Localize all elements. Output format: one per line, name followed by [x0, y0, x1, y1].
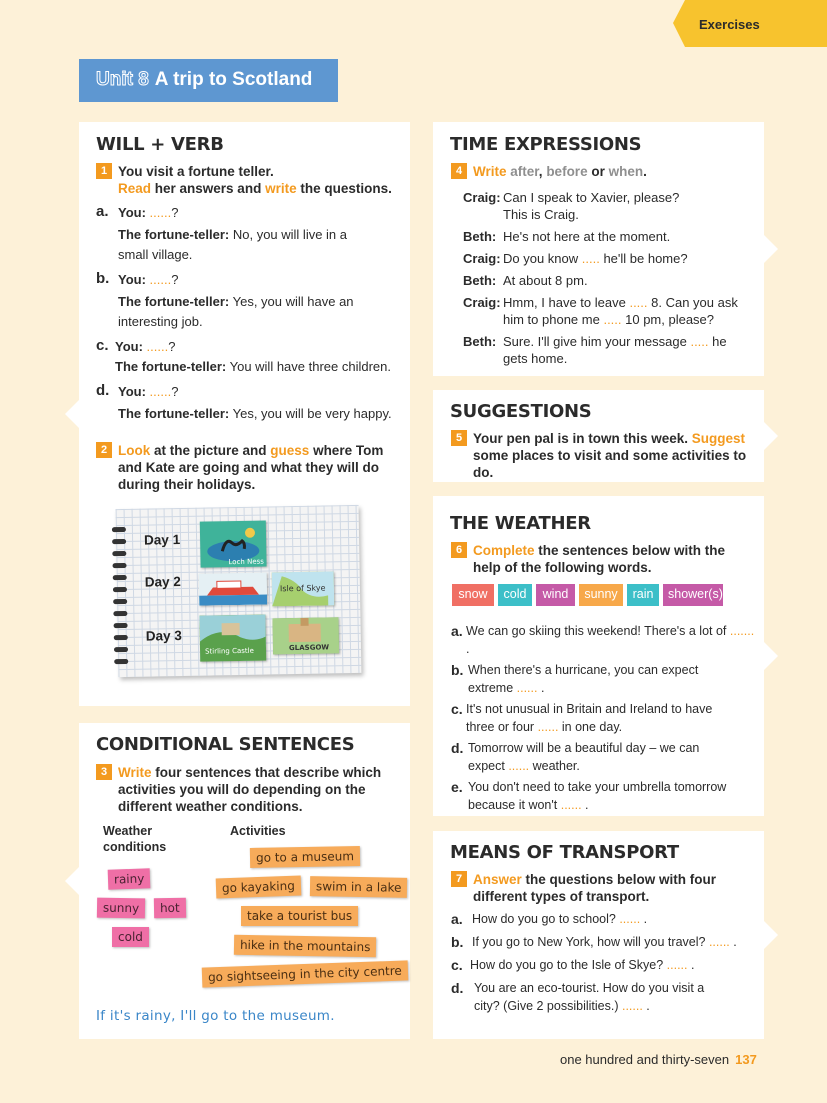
item-letter: a.	[96, 203, 109, 220]
instruction-line: some places to visit and some activities to do.	[473, 448, 747, 480]
item-letter: c.	[96, 337, 109, 354]
unit-title: A trip to Scotland	[154, 69, 313, 90]
speaker: Craig:	[463, 295, 501, 310]
instruction-text: Your pen pal is in town this week.	[473, 431, 692, 446]
stirling-castle-picture	[199, 615, 266, 662]
spiral-ring	[113, 587, 127, 592]
instruction-line	[118, 180, 408, 197]
fortune-teller-label: The fortune-teller:	[118, 227, 230, 242]
exercise-number: 3	[96, 764, 112, 780]
answer-blank: ......	[149, 272, 172, 287]
exercises-tab: Exercises	[685, 0, 827, 47]
instruction	[118, 163, 408, 197]
item-letter: a.	[451, 911, 463, 927]
answer-blank: ......	[508, 759, 530, 773]
day-label: Day 1	[143, 532, 181, 548]
item-letter: c.	[451, 701, 463, 717]
spiral-ring	[112, 539, 126, 544]
verb-read: Read	[118, 181, 152, 196]
item-text: three or four	[466, 720, 538, 734]
column-header-line: Weather	[103, 824, 153, 838]
answer-blank: ......	[619, 912, 641, 926]
activity-note: go to a museum	[250, 846, 360, 868]
answer-text: Yes, you will have an	[229, 294, 354, 309]
verb-write: write	[265, 181, 297, 196]
item-text: When there's a hurricane, you can expect	[468, 663, 699, 677]
section-title: TIME EXPRESSIONS	[450, 134, 642, 155]
day-label: Day 3	[145, 627, 182, 644]
answer-blank: .....	[581, 251, 600, 266]
answer-text: interesting job.	[118, 314, 203, 329]
item-text: in one day.	[558, 720, 623, 734]
verb-write: Write	[473, 164, 507, 179]
unit-number: Unit 8	[96, 69, 149, 90]
question-mark: ?	[171, 384, 179, 399]
speaker: Beth:	[463, 334, 497, 349]
activity-note: swim in a lake	[310, 876, 408, 898]
answer-blank: .....	[690, 334, 709, 349]
dialogue-text: 10 pm, please?	[621, 312, 715, 327]
word-snow: snow	[452, 584, 494, 606]
item-text: weather.	[529, 759, 580, 773]
word-sunny: sunny	[579, 584, 623, 606]
spiral-ring	[114, 623, 128, 628]
isle-of-skye-picture	[272, 571, 335, 606]
item-text: We can go skiing this weekend! There's a lot of	[466, 624, 730, 638]
spiral-ring	[113, 575, 127, 580]
glasgow-picture	[272, 617, 339, 654]
fortune-teller-label: The fortune-teller:	[118, 406, 230, 421]
picture-caption: GLASGOW	[288, 643, 330, 653]
answer-blank: .....	[603, 312, 622, 327]
dialogue-text: Do you know	[503, 251, 582, 266]
item-text: How do you go to the Isle of Skye?	[470, 958, 667, 972]
loch-ness-picture	[200, 521, 267, 568]
exercise-number: 6	[451, 542, 467, 558]
verb-look: Look	[118, 443, 151, 458]
ferry-icon	[199, 573, 268, 606]
item-letter: b.	[451, 934, 464, 950]
item-c	[115, 337, 405, 377]
transport-items	[451, 910, 761, 1015]
word-after: after	[506, 164, 539, 179]
weather-items	[451, 622, 761, 814]
instruction	[473, 430, 763, 481]
instruction-text: four sentences that describe which	[151, 765, 382, 780]
instruction-text: the questions.	[296, 181, 392, 196]
instruction-text: her answers and	[151, 181, 266, 196]
item-text: .	[729, 935, 737, 949]
item-letter: d.	[96, 382, 110, 399]
spiral-ring	[112, 551, 126, 556]
spiral-ring	[113, 611, 127, 616]
weather-column-header	[103, 823, 166, 855]
exercise-number: 4	[451, 163, 467, 179]
dialogue-text: he	[708, 334, 727, 349]
section-title: CONDITIONAL SENTENCES	[96, 734, 355, 755]
exercise-number: 7	[451, 871, 467, 887]
you-label: You:	[118, 205, 146, 220]
answer-text: Yes, you will be very happy.	[229, 406, 392, 421]
question-mark: ?	[168, 339, 176, 354]
picture-caption: Loch Ness	[228, 557, 264, 567]
ferry-picture	[199, 573, 268, 606]
spiral-ring	[112, 527, 126, 532]
weather-card	[433, 496, 764, 816]
item-letter: d.	[451, 980, 464, 996]
weather-note-cold: cold	[112, 927, 149, 947]
item-text: expect	[468, 759, 509, 773]
speaker: Beth:	[463, 273, 497, 288]
instruction	[473, 163, 647, 180]
word-cold: cold	[498, 584, 532, 606]
activity-note: take a tourist bus	[241, 906, 358, 926]
page-footer	[560, 1052, 757, 1067]
day-label: Day 2	[144, 574, 181, 590]
activity-note: go sightseeing in the city centre	[202, 960, 408, 987]
item-text: .	[537, 681, 545, 695]
instruction	[118, 764, 408, 815]
spiral-ring	[114, 635, 128, 640]
spiral-ring	[113, 599, 127, 604]
item-text: city? (Give 2 possibilities.)	[474, 999, 622, 1013]
item-letter: b.	[96, 270, 110, 287]
instruction-line: during their holidays.	[118, 477, 256, 492]
item-text: You are an eco-tourist. How do you visit a	[474, 981, 705, 995]
item-letter: d.	[451, 740, 464, 756]
activity-note: go kayaking	[216, 876, 301, 899]
word-wind: wind	[536, 584, 575, 606]
item-d	[118, 382, 408, 424]
activity-note: hike in the mountains	[234, 935, 377, 957]
exercise-number: 2	[96, 442, 112, 458]
question-mark: ?	[171, 205, 179, 220]
you-label: You:	[118, 272, 146, 287]
weather-note-sunny: sunny	[97, 898, 146, 919]
item-letter: a.	[451, 623, 463, 639]
spiral-ring	[114, 647, 128, 652]
item-text: You don't need to take your umbrella tomorrow	[468, 780, 727, 794]
suggestions-card	[433, 390, 764, 482]
instruction-line: and Kate are going and what they will do	[118, 460, 380, 475]
you-label: You:	[118, 384, 146, 399]
section-title: MEANS OF TRANSPORT	[450, 842, 679, 863]
page-number-words: one hundred and thirty-seven	[560, 1052, 730, 1067]
dialogue-text: 8. Can you ask	[647, 295, 738, 310]
item-letter: b.	[451, 662, 464, 678]
answer-blank: ......	[621, 999, 643, 1013]
item-text: .	[581, 798, 589, 812]
dialogue-text: him to phone me	[503, 312, 604, 327]
time-expressions-card	[433, 122, 764, 376]
verb-guess: guess	[270, 443, 310, 458]
answer-blank: ......	[537, 720, 559, 734]
item-text: .	[466, 642, 470, 656]
word-before: before	[546, 164, 588, 179]
question-mark: ?	[171, 272, 179, 287]
instruction	[118, 442, 408, 493]
instruction-text: where Tom	[309, 443, 384, 458]
answer-blank: ......	[516, 681, 538, 695]
item-letter: e.	[451, 779, 463, 795]
instruction-text: at the picture and	[150, 443, 271, 458]
section-title: WILL + VERB	[96, 134, 224, 155]
you-label: You:	[115, 339, 143, 354]
answer-blank: ......	[149, 205, 172, 220]
instruction-text: the questions below with four	[521, 872, 717, 887]
item-text: extreme	[468, 681, 517, 695]
answer-blank: ......	[146, 339, 169, 354]
dialogue-text: He's not here at the moment.	[503, 229, 671, 244]
fortune-teller-label: The fortune-teller:	[118, 294, 230, 309]
exercise-number: 1	[96, 163, 112, 179]
picture-caption: Stirling Castle	[204, 646, 254, 656]
verb-answer: Answer	[473, 872, 522, 887]
word-showers: shower(s)	[663, 584, 723, 606]
fortune-teller-label: The fortune-teller:	[115, 359, 227, 374]
dialogue-text: he'll be home?	[599, 251, 688, 266]
instruction-line: different types of transport.	[473, 889, 650, 904]
separator: ,	[538, 164, 547, 179]
picture-caption: Isle of Skye	[279, 583, 326, 594]
section-title: THE WEATHER	[450, 513, 591, 534]
speaker: Craig:	[463, 190, 501, 205]
item-b	[118, 270, 398, 332]
instruction	[473, 542, 763, 576]
answer-blank: .......	[729, 624, 755, 638]
verb-complete: Complete	[473, 543, 535, 558]
item-text: It's not unusual in Britain and Ireland to have	[466, 702, 713, 716]
dialogue-text: gets home.	[503, 351, 568, 366]
answer-text: You will have three children.	[226, 359, 392, 374]
item-text: .	[640, 912, 648, 926]
speaker: Beth:	[463, 229, 497, 244]
column-header-line: conditions	[103, 840, 167, 854]
item-text: .	[687, 958, 695, 972]
instruction-line: You visit a fortune teller.	[118, 164, 274, 179]
weather-note-hot: hot	[154, 898, 186, 919]
dialogue-text: Can I speak to Xavier, please?	[503, 190, 680, 205]
weather-note-rainy: rainy	[108, 868, 151, 889]
answer-blank: ......	[560, 798, 582, 812]
dialogue-text: Hmm, I have to leave	[503, 295, 630, 310]
dialogue-text: Sure. I'll give him your message	[503, 334, 691, 349]
instruction-line: activities you will do depending on the	[118, 782, 366, 797]
instruction-text: the sentences below with the	[534, 543, 726, 558]
answer-text: small village.	[118, 247, 193, 262]
spiral-ring	[114, 659, 128, 664]
separator: .	[643, 164, 647, 179]
item-text: because it won't	[468, 798, 561, 812]
holiday-notebook	[116, 505, 362, 677]
unit-banner	[79, 59, 338, 102]
item-letter: c.	[451, 957, 463, 973]
dialogue	[463, 189, 763, 367]
answer-blank: .....	[629, 295, 648, 310]
instruction	[473, 871, 763, 905]
answer-blank: ......	[149, 384, 172, 399]
page-number: 137	[735, 1052, 757, 1067]
item-text: .	[642, 999, 650, 1013]
item-text: How do you go to school?	[472, 912, 620, 926]
word-rain: rain	[627, 584, 659, 606]
activities-column-header: Activities	[230, 824, 286, 838]
answer-blank: ......	[708, 935, 730, 949]
section-title: SUGGESTIONS	[450, 401, 592, 422]
verb-write: Write	[118, 765, 152, 780]
verb-suggest: Suggest	[691, 431, 746, 446]
item-a	[118, 203, 398, 265]
transport-card	[433, 831, 764, 1039]
example-sentence: If it's rainy, I'll go to the museum.	[96, 1008, 335, 1024]
spiral-ring	[112, 563, 126, 568]
item-text: If you go to New York, how will you travel?	[472, 935, 709, 949]
item-text: Tomorrow will be a beautiful day – we can	[468, 741, 700, 755]
dialogue-text: At about 8 pm.	[503, 273, 588, 288]
word-when: when	[608, 164, 644, 179]
answer-text: No, you will live in a	[229, 227, 348, 242]
separator: or	[587, 164, 609, 179]
answer-blank: ......	[666, 958, 688, 972]
exercise-number: 5	[451, 430, 467, 446]
instruction-line: help of the following words.	[473, 560, 652, 575]
instruction-line: different weather conditions.	[118, 799, 303, 814]
dialogue-text: This is Craig.	[503, 207, 579, 222]
speaker: Craig:	[463, 251, 501, 266]
